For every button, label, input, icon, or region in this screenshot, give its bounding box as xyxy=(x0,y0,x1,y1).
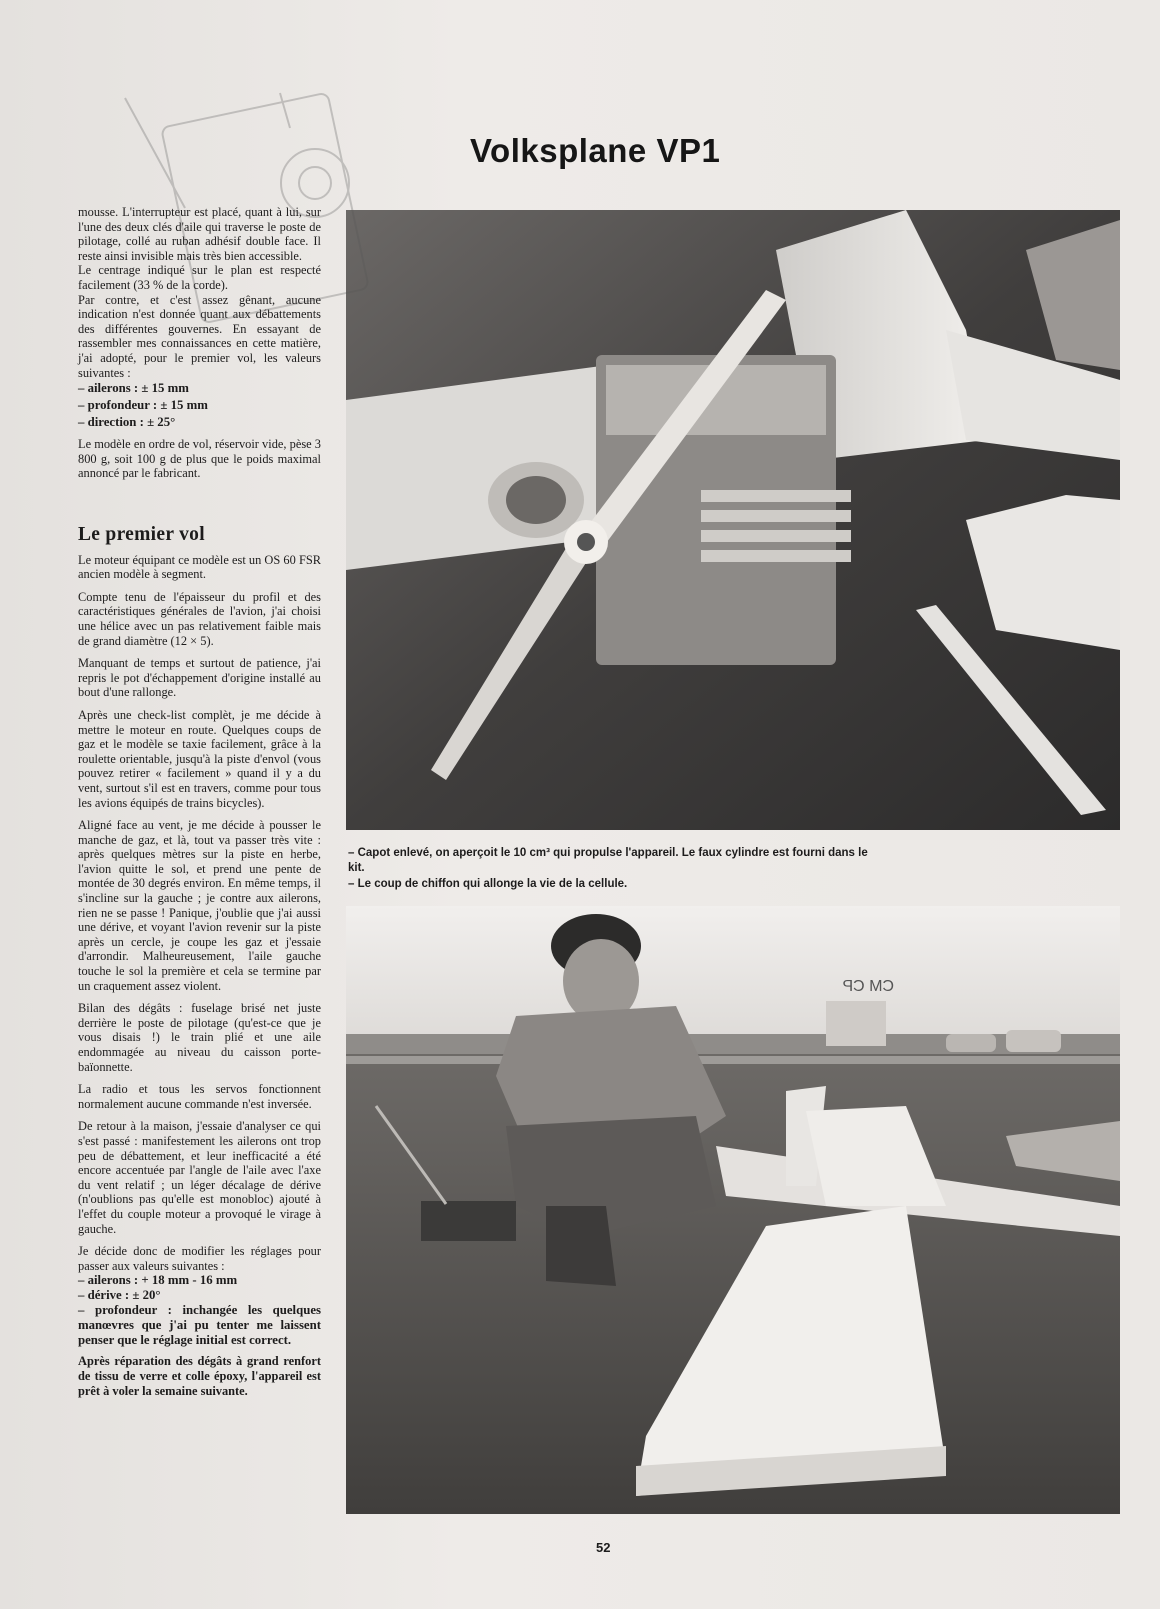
list-item: – profondeur : inchangée les quelques manœvres que j'ai pu tenter me laissent penser que le réglage initial est correct. xyxy=(78,1303,321,1348)
article-title: Volksplane VP1 xyxy=(470,132,721,169)
caption-top: – Capot enlevé, on aperçoit le 10 cm³ qui propulse l'appareil. Le faux cylindre est fourni dans le kit. xyxy=(348,847,868,874)
list-item: – ailerons : + 18 mm - 16 mm xyxy=(78,1273,238,1288)
paragraph: Le modèle en ordre de vol, réservoir vide, pèse 3 800 g, soit 100 g de plus que le poids maximal annoncé par le fabricant. xyxy=(78,437,321,481)
closing-paragraph: Après réparation des dégâts à grand renfort de tissu de verre et colle époxy, l'appareil est prêt à voler la semaine suivante. xyxy=(78,1354,321,1398)
paragraph: Manquant de temps et surtout de patience, j'ai repris le pot d'échappement d'origine installé au bout d'une rallonge. xyxy=(78,656,321,700)
field-photo-illustration xyxy=(346,906,1120,1514)
text-column-section xyxy=(78,524,321,1406)
page-number: 52 xyxy=(596,1540,611,1555)
paragraph: La radio et tous les servos fonctionnent normalement aucune commande n'est inversée. xyxy=(78,1082,321,1111)
new-settings-list xyxy=(78,1273,321,1348)
engine-photo xyxy=(346,210,1120,830)
initial-settings-list xyxy=(78,380,321,431)
paragraph: Le centrage indiqué sur le plan est respecté facilement (33 % de la corde). xyxy=(78,263,321,292)
list-item: – direction : ± 25° xyxy=(78,415,176,430)
paragraph: Par contre, et c'est assez gênant, aucune indication n'est donnée quant aux débattements des différentes gouvernes. En essayant de rassembler mes connaissances en cette matière, j'ai adopté, pour le premier vol, les valeurs suivantes : xyxy=(78,292,321,380)
list-item: – ailerons : ± 15 mm xyxy=(78,381,189,396)
paragraph: Aligné face au vent, je me décide à pousser le manche de gaz, et là, tout va passer très vite : après quelques mètres sur la piste en herbe, l'avion quitte le sol, et prend une pente de montée de 30 degrés environ. En même temps, il s'incline sur la gauche ; je contre aux ailerons, rien ne se passe ! Panique, j'oublie que j'ai aussi une dérive, et voyant l'avion revenir sur la piste après un cercle, je coupe les gaz et j'essaie d'arrondir. Malheureusement, l'aile gauche touche le sol la première et cela se termine par un craquement assez violent. xyxy=(78,818,321,993)
field-photo xyxy=(346,906,1120,1514)
section-heading: Le premier vol xyxy=(78,524,205,545)
caption-bottom: – Le coup de chiffon qui allonge la vie de la cellule. xyxy=(348,878,628,890)
paragraph: Après une check-list complèt, je me décide à mettre le moteur en route. Quelques coups de gaz et le modèle se taxie facilement, grâce à la roulette orientable, jusqu'à la piste d'envol (vous pouvez retirer « facilement » quand il y a du vent, surtout s'il est en travers, comme pour tous les avions équipés de trains bicycles). xyxy=(78,707,321,810)
paragraph: Le moteur équipant ce modèle est un OS 60 FSR ancien modèle à segment. xyxy=(78,552,321,582)
list-item: – dérive : ± 20° xyxy=(78,1288,161,1303)
paragraph: De retour à la maison, j'essaie d'analyser ce qui s'est passé : manifestement les ailerons ont trop peu de débattement, et leur inefficacité a été encore accentuée par l'angle de l'aile avec l'axe du vent relatif ; un léger décalage de dérive (n'oublions pas qu'elle est monobloc) ajouté à l'effet du couple moteur a provoqué le virage à gauche. xyxy=(78,1119,321,1236)
paragraph: mousse. L'interrupteur est placé, quant à lui, sur l'une des deux clés d'aile qui traverse le poste de pilotage, collé au ruban adhésif double face. Il reste ainsi invisible mais très bien accessible. xyxy=(78,205,321,263)
paragraph: Compte tenu de l'épaisseur du profil et des caractéristiques générales de l'avion, j'ai choisi une hélice avec un pas relativement faible mais de grand diamètre (12 × 5). xyxy=(78,589,321,648)
list-item: – profondeur : ± 15 mm xyxy=(78,398,208,413)
text-column xyxy=(78,205,321,489)
paragraph: Je décide donc de modifier les réglages pour passer aux valeurs suivantes : xyxy=(78,1244,321,1273)
caption-block xyxy=(348,846,868,892)
engine-photo-illustration xyxy=(346,210,1120,830)
paragraph: Bilan des dégâts : fuselage brisé net juste derrière le poste de pilotage (qu'est-ce que je vous disais !) le train plié et une aile endommagée au niveau du caisson porte-baïonnette. xyxy=(78,1001,321,1074)
sign-text: CM CP xyxy=(842,978,894,995)
